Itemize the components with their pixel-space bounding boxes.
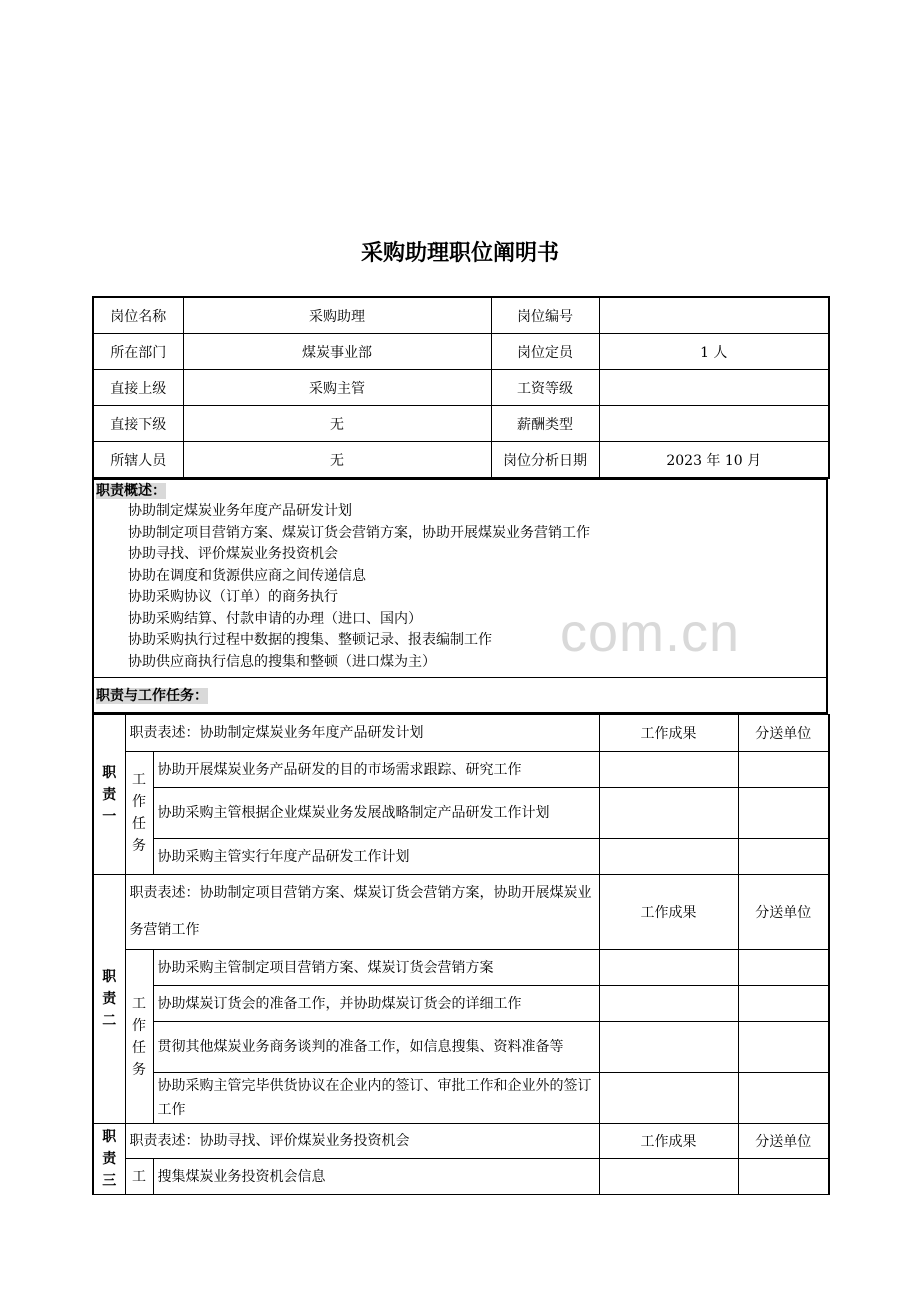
task-item: 协助采购主管根据企业煤炭业务发展战略制定产品研发工作计划 xyxy=(153,788,599,839)
tasks-table xyxy=(92,714,830,1195)
info-value: 煤炭事业部 xyxy=(183,334,491,370)
task-label-char: 工 xyxy=(132,995,146,1012)
info-value xyxy=(599,370,829,406)
overview-item: 协助寻找、评价煤炭业务投资机会 xyxy=(128,546,338,562)
overview-cell xyxy=(93,480,827,678)
duty-description: 职责表述：协助寻找、评价煤炭业务投资机会 xyxy=(125,1124,599,1159)
overview-item: 协助采购协议（订单）的商务执行 xyxy=(128,589,338,605)
duty-label-char: 职 xyxy=(102,1129,117,1145)
basic-info-table xyxy=(92,296,830,479)
task-label-char: 作 xyxy=(132,794,146,810)
task-item: 协助采购主管实行年度产品研发工作计划 xyxy=(153,839,599,875)
task-row xyxy=(93,986,829,1022)
dept-header: 分送单位 xyxy=(738,715,829,752)
task-result-cell xyxy=(599,788,738,839)
info-label: 直接下级 xyxy=(93,406,183,442)
info-value: 无 xyxy=(183,406,491,442)
info-row xyxy=(93,370,829,406)
task-item: 搜集煤炭业务投资机会信息 xyxy=(153,1159,599,1195)
tasks-header: 职责与工作任务： xyxy=(96,688,208,704)
task-row xyxy=(93,752,829,788)
info-value xyxy=(599,406,829,442)
task-dept-cell xyxy=(738,1159,829,1195)
task-result-cell xyxy=(599,950,738,986)
info-value: 采购助理 xyxy=(183,297,491,334)
task-label xyxy=(125,1159,153,1195)
overview-list xyxy=(94,500,826,677)
task-result-cell xyxy=(599,1073,738,1124)
duty-label-char: 职 xyxy=(102,764,117,781)
info-row xyxy=(93,297,829,334)
info-label: 所辖人员 xyxy=(93,442,183,479)
task-label-char: 工 xyxy=(132,772,146,788)
duty-label xyxy=(93,715,125,875)
info-row xyxy=(93,334,829,370)
overview-table xyxy=(92,479,828,714)
duty-label-char: 责 xyxy=(102,1151,117,1167)
info-label: 工资等级 xyxy=(491,370,599,406)
info-value xyxy=(599,297,829,334)
task-result-cell xyxy=(599,839,738,875)
info-label: 直接上级 xyxy=(93,370,183,406)
task-dept-cell xyxy=(738,839,829,875)
task-label-char: 务 xyxy=(132,1061,146,1078)
duty-desc-row xyxy=(93,875,829,950)
tasks-header-cell xyxy=(93,678,827,714)
info-row xyxy=(93,442,829,479)
task-label-char: 工 xyxy=(132,1168,146,1185)
duty-label-char: 二 xyxy=(102,1013,117,1029)
task-row xyxy=(93,1022,829,1073)
task-dept-cell xyxy=(738,1073,829,1124)
task-dept-cell xyxy=(738,788,829,839)
task-label-char: 作 xyxy=(132,1017,146,1034)
task-item: 协助煤炭订货会的准备工作，并协助煤炭订货会的详细工作 xyxy=(153,986,599,1022)
task-item: 协助采购主管制定项目营销方案、煤炭订货会营销方案 xyxy=(153,950,599,986)
task-label-char: 任 xyxy=(132,1039,146,1056)
duty-description: 职责表述：协助制定项目营销方案、煤炭订货会营销方案，协助开展煤炭业务营销工作 xyxy=(125,875,599,950)
overview-item: 协助采购执行过程中数据的搜集、整顿记录、报表编制工作 xyxy=(128,632,492,648)
duty-label xyxy=(93,1124,125,1195)
info-value: 1 人 xyxy=(599,334,829,370)
task-dept-cell xyxy=(738,986,829,1022)
overview-item: 协助供应商执行信息的搜集和整顿（进口煤为主） xyxy=(128,653,436,670)
result-header: 工作成果 xyxy=(599,1124,738,1159)
watermark: com.cn xyxy=(560,603,741,663)
task-row xyxy=(93,950,829,986)
info-value: 无 xyxy=(183,442,491,479)
task-row xyxy=(93,788,829,839)
duty-label xyxy=(93,875,125,1124)
duty-label-char: 一 xyxy=(102,808,117,825)
info-label: 岗位名称 xyxy=(93,297,183,334)
duty-description: 职责表述：协助制定煤炭业务年度产品研发计划 xyxy=(125,715,599,752)
duty-desc-row xyxy=(93,1124,829,1159)
info-label: 岗位定员 xyxy=(491,334,599,370)
task-result-cell xyxy=(599,986,738,1022)
task-row xyxy=(93,1073,829,1124)
task-result-cell xyxy=(599,1159,738,1195)
task-result-cell xyxy=(599,752,738,788)
overview-header: 职责概述： xyxy=(96,483,166,499)
overview-item: 协助在调度和货源供应商之间传递信息 xyxy=(128,567,366,584)
task-item: 协助开展煤炭业务产品研发的目的市场需求跟踪、研究工作 xyxy=(153,752,599,788)
document-title: 采购助理职位阐明书 xyxy=(360,241,559,266)
result-header: 工作成果 xyxy=(599,715,738,752)
overview-item: 协助制定项目营销方案、煤炭订货会营销方案，协助开展煤炭业务营销工作 xyxy=(128,524,590,541)
dept-header: 分送单位 xyxy=(738,1124,829,1159)
task-label xyxy=(125,752,153,875)
duty-label-char: 三 xyxy=(102,1173,117,1189)
task-item: 贯彻其他煤炭业务商务谈判的准备工作，如信息搜集、资料准备等 xyxy=(153,1022,599,1073)
info-row xyxy=(93,406,829,442)
duty-label-char: 职 xyxy=(102,969,117,985)
job-description-sheet xyxy=(92,296,828,1195)
task-label-char: 务 xyxy=(132,838,146,854)
dept-header: 分送单位 xyxy=(738,875,829,950)
duty-label-char: 责 xyxy=(102,991,117,1007)
task-row xyxy=(93,839,829,875)
overview-item: 协助制定煤炭业务年度产品研发计划 xyxy=(128,503,352,519)
task-result-cell xyxy=(599,1022,738,1073)
task-dept-cell xyxy=(738,950,829,986)
task-label xyxy=(125,950,153,1124)
duty-label-char: 责 xyxy=(102,786,117,803)
info-value: 采购主管 xyxy=(183,370,491,406)
task-label-char: 任 xyxy=(132,816,146,832)
info-label: 薪酬类型 xyxy=(491,406,599,442)
info-label: 所在部门 xyxy=(93,334,183,370)
info-value: 2023 年 10 月 xyxy=(599,442,829,479)
duty-desc-row xyxy=(93,715,829,752)
task-dept-cell xyxy=(738,752,829,788)
task-item: 协助采购主管完毕供货协议在企业内的签订、审批工作和企业外的签订工作 xyxy=(153,1073,599,1124)
info-label: 岗位分析日期 xyxy=(491,442,599,479)
overview-item: 协助采购结算、付款申请的办理（进口、国内） xyxy=(128,610,422,627)
info-label: 岗位编号 xyxy=(491,297,599,334)
task-row xyxy=(93,1159,829,1195)
task-dept-cell xyxy=(738,1022,829,1073)
result-header: 工作成果 xyxy=(599,875,738,950)
